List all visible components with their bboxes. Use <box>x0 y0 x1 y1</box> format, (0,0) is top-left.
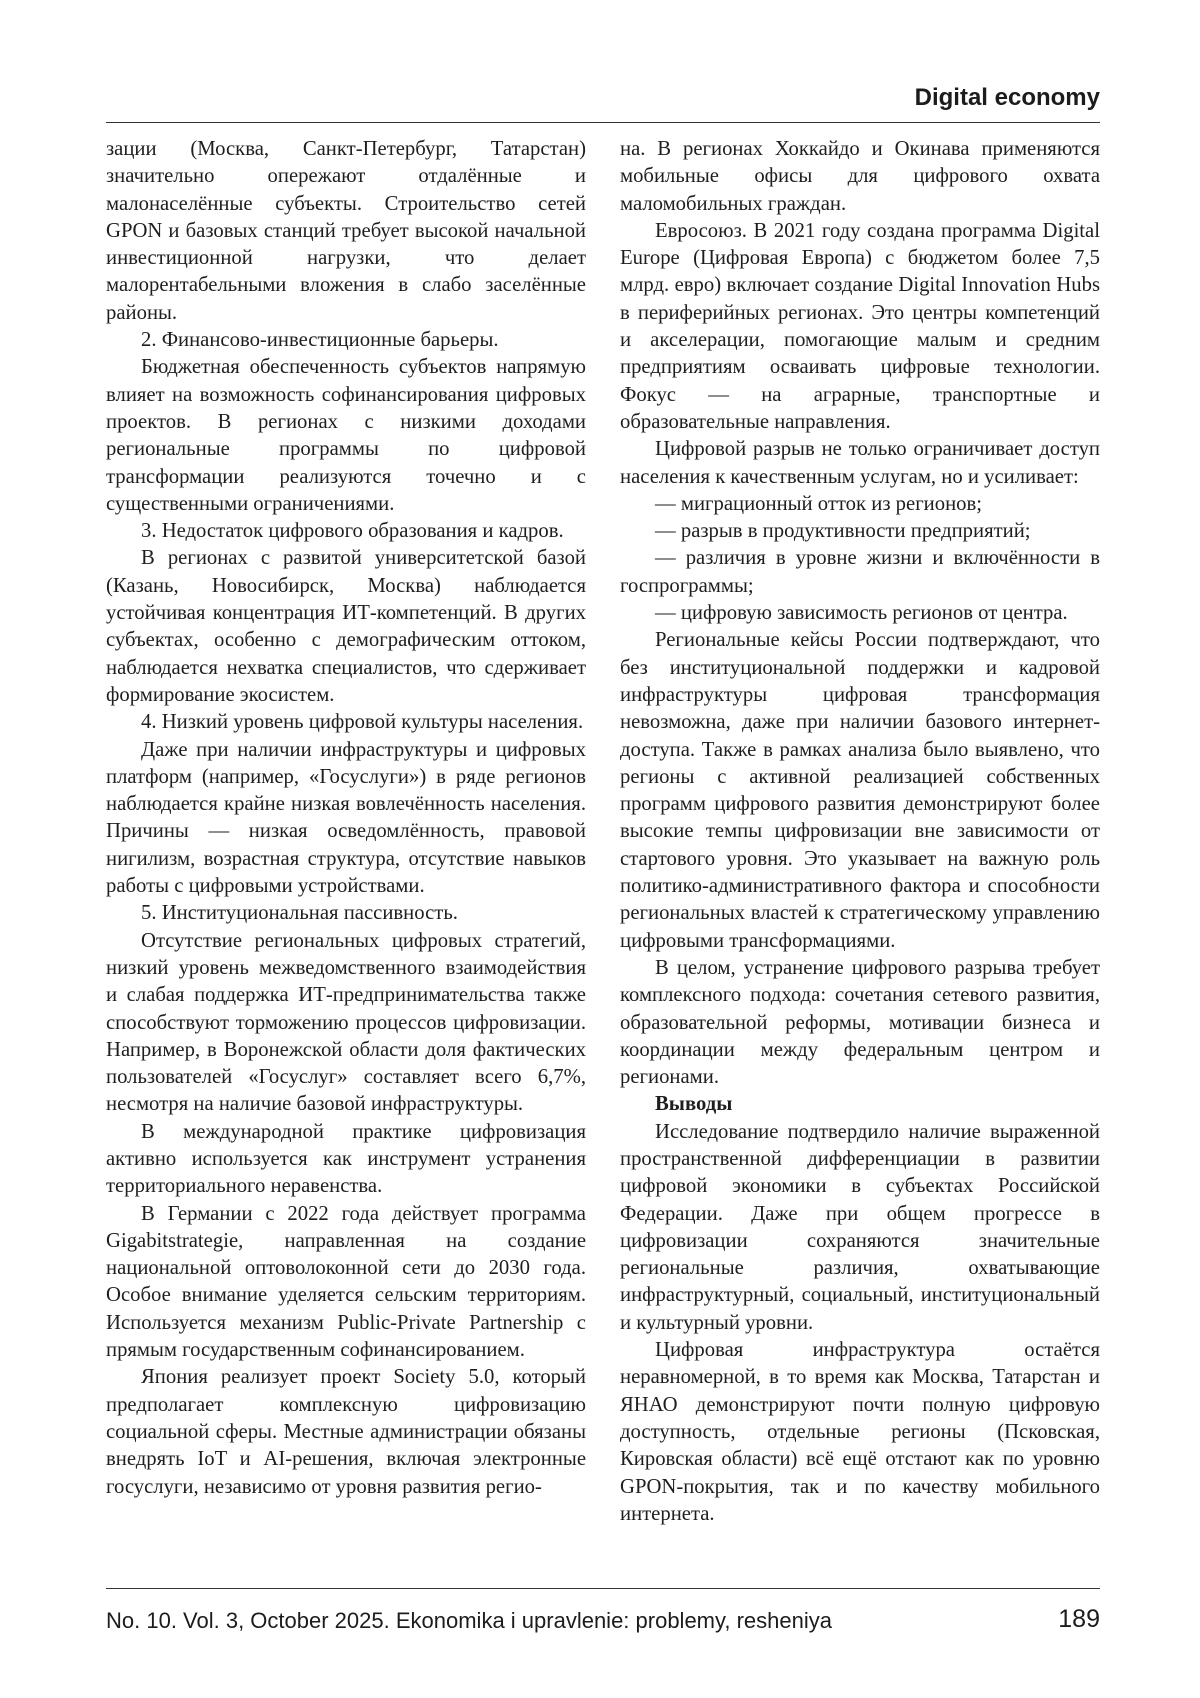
list-heading: 5. Институциональная пассивность. <box>141 902 458 925</box>
list-item: — различия в уровне жизни и включённости в госпрограммы; <box>620 547 1100 597</box>
paragraph: Даже при наличии инфраструктуры и цифровых платформ (например, «Госуслуги») в ряде регионов наблюдается крайне низкая вовлечённость населения. Причины — низкая осведомлённость, правовой нигилизм, возрастная структура, отсутствие навыков работы с цифровыми устройствами. <box>106 738 586 898</box>
paragraph: Исследование подтвердило наличие выраженной пространственной дифференциации в развитии цифровой экономики в субъектах Российской Федерации. Даже при общем прогрессе в цифровизации сохраняются значительные региональные различия, охватывающие инфраструктурный, социальный, институциональный и культурный уровни. <box>620 1120 1100 1334</box>
paragraph: зации (Москва, Санкт-Петербург, Татарстан) значительно опережают отдалённые и малонаселённые субъекты. Строительство сетей GPON и базовых станций требует высокой начальной инвестиционной нагрузки, что делает малорентабельными вложения в слабо заселённые районы. <box>106 138 586 324</box>
paragraph: Бюджетная обеспеченность субъектов напрямую влияет на возможность софинансирования цифровых проектов. В регионах с низкими доходами региональные программы по цифровой трансформации реализуются точечно и с существенными ограничениями. <box>106 356 586 515</box>
paragraph: на. В регионах Хоккайдо и Окинава применяются мобильные офисы для цифрового охвата маломобильных граждан. <box>620 138 1100 215</box>
list-item: — разрыв в продуктивности предприятий; <box>655 520 1031 543</box>
header-rule <box>106 122 1100 123</box>
paragraph: В целом, устранение цифрового разрыва требует комплексного подхода: сочетания сетевого развития, образовательной реформы, мотивации бизнеса и координации между федеральным центром и регионами. <box>620 956 1100 1089</box>
list-item: — миграционный отток из регионов; <box>655 492 983 515</box>
paragraph: Цифровая инфраструктура остаётся неравномерной, в то время как Москва, Татарстан и ЯНАО демонстрируют почти полную цифровую доступность, отдельные регионы (Псковская, Кировская области) всё ещё отстают как по уровню GPON-покрытия, так и по качеству мобильного интернета. <box>620 1339 1100 1525</box>
list-item: — цифровую зависимость регионов от центра. <box>655 602 1068 625</box>
paragraph: В регионах с развитой университетской базой (Казань, Новосибирск, Москва) наблюдается устойчивая концентрация ИТ-компетенций. В других субъектах, особенно с демографическим оттоком, наблюдается нехватка специалистов, что сдерживает формирование экосистем. <box>106 547 586 706</box>
paragraph: Евросоюз. В 2021 году создана программа Digital Europe (Цифровая Европа) с бюджетом более 7,5 млрд. евро) включает создание Digital Innovation Hubs в периферийных регионах. Это центры компетенций и акселерации, помогающие малым и средним предприятиям осваивать цифровые технологии. Фокус — на аграрные, транспортные и образовательные направления. <box>620 219 1100 433</box>
paragraph: В Германии с 2022 года действует программа Gigabitstrategie, направленная на создание национальной оптоволоконной сети до 2030 года. Особое внимание уделяется сельским территориям. Используется механизм Public-Private Partnership с прямым государственным софинансированием. <box>106 1202 586 1362</box>
paragraph: Цифровой разрыв не только ограничивает доступ населения к качественным услугам, но и усиливает: <box>620 438 1100 488</box>
right-column <box>620 136 1100 1528</box>
list-heading: 2. Финансово-инвестиционные барьеры. <box>141 329 499 352</box>
left-column <box>106 136 586 1501</box>
paragraph: Отсутствие региональных цифровых стратегий, низкий уровень межведомственного взаимодействия и слабая поддержка ИТ-предпринимательства также способствуют торможению процессов цифровизации. Например, в Воронежской области доля фактических пользователей «Госуслуг» составляет всего 6,7%, несмотря на наличие базовой инфраструктуры. <box>106 929 586 1116</box>
section-title: Digital economy <box>914 84 1100 111</box>
list-heading: 4. Низкий уровень цифровой культуры населения. <box>141 711 584 734</box>
footer-citation: No. 10. Vol. 3, October 2025. Ekonomika i upravlenie: problemy, resheniya <box>106 1608 832 1633</box>
paragraph: Япония реализует проект Society 5.0, который предполагает комплексную цифровизацию социальной сферы. Местные администрации обязаны внедрять IoT и AI-решения, включая электронные госуслуги, независимо от уровня развития регио- <box>106 1366 586 1498</box>
paragraph: Региональные кейсы России подтверждают, что без институциональной поддержки и кадровой инфраструктуры цифровая трансформация невозможна, даже при наличии базового интернет-доступа. Также в рамках анализа было выявлено, что регионы с активной реализацией собственных программ цифрового развития демонстрируют более высокие темпы цифровизации вне зависимости от стартового уровня. Это указывает на важную роль политико-административного фактора и способности региональных властей к стратегическому управлению цифровыми трансформациями. <box>620 629 1100 952</box>
footer-rule <box>106 1588 1100 1589</box>
list-heading: 3. Недостаток цифрового образования и кадров. <box>141 520 564 543</box>
paragraph: В международной практике цифровизация активно используется как инструмент устранения территориального неравенства. <box>106 1120 586 1198</box>
conclusions-heading: Выводы <box>655 1093 733 1116</box>
page-number: 189 <box>1058 1605 1100 1633</box>
